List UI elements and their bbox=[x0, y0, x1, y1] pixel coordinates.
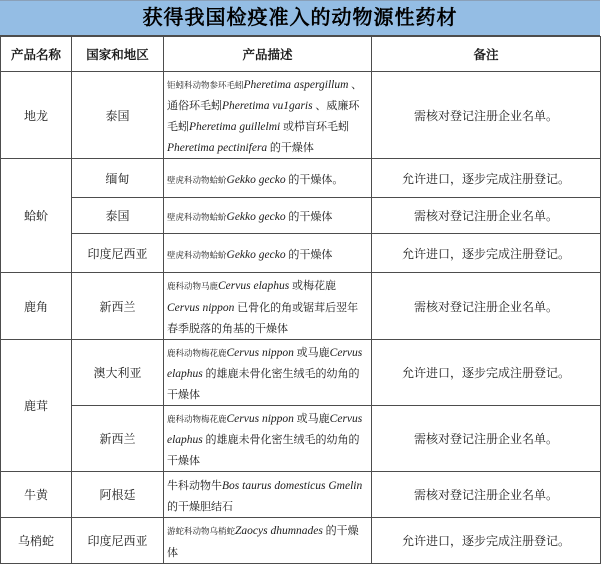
remarks-cell: 需核对登记注册企业名单。 bbox=[372, 406, 601, 472]
description-segment: Cervus nippon bbox=[226, 346, 294, 359]
description-segment: Pheretima vu1garis bbox=[222, 100, 313, 113]
product-description-cell bbox=[164, 198, 372, 234]
remarks-cell: 允许进口，逐步完成注册登记。 bbox=[372, 339, 601, 405]
product-description-cell bbox=[164, 72, 372, 159]
description-segment: 壁虎科动物蛤蚧 bbox=[167, 212, 227, 223]
description-segment: Bos taurus domesticus Gmelin bbox=[222, 479, 363, 492]
remarks-cell: 允许进口，逐步完成注册登记。 bbox=[372, 159, 601, 198]
country-region-cell: 缅甸 bbox=[72, 159, 164, 198]
description-segment: 或马鹿 bbox=[293, 346, 330, 359]
description-segment: Gekko gecko bbox=[226, 211, 286, 224]
description-segment: 的干燥体 bbox=[285, 211, 333, 224]
medicinal-materials-table bbox=[0, 36, 601, 564]
description-segment: Zaocys dhumnades bbox=[235, 525, 323, 538]
product-description-cell bbox=[164, 234, 372, 273]
description-segment: 鹿科动物马鹿 bbox=[167, 281, 219, 292]
remarks-cell: 允许进口，逐步完成注册登记。 bbox=[372, 518, 601, 563]
country-region-cell: 印度尼西亚 bbox=[72, 234, 164, 273]
column-header-country-region: 国家和地区 bbox=[72, 37, 164, 72]
description-segment: Cervus elaphus bbox=[218, 280, 290, 293]
table-row bbox=[1, 198, 601, 234]
description-segment: 牛科动物牛 bbox=[167, 479, 222, 492]
table-row bbox=[1, 472, 601, 518]
table-row bbox=[1, 234, 601, 273]
description-segment: 、威廉环毛蚓 bbox=[167, 100, 360, 134]
description-segment: 或栉盲环毛蚓 bbox=[280, 121, 349, 134]
description-segment: Cervus nippon bbox=[226, 413, 294, 426]
description-segment: Cervus nippon bbox=[167, 301, 235, 314]
header-row bbox=[1, 37, 601, 72]
description-segment: 鹿科动物梅花鹿 bbox=[167, 414, 227, 425]
description-segment: Gekko gecko bbox=[226, 173, 286, 186]
description-segment: 的干燥体 bbox=[285, 248, 333, 261]
description-segment: 的雄鹿未骨化密生绒毛的幼角的干燥体 bbox=[167, 367, 360, 401]
description-segment: 或梅花鹿 bbox=[289, 280, 336, 293]
remarks-cell: 需核对登记注册企业名单。 bbox=[372, 198, 601, 234]
product-name-cell: 乌梢蛇 bbox=[1, 518, 72, 563]
country-region-cell: 阿根廷 bbox=[72, 472, 164, 518]
description-segment: 的干燥体 bbox=[167, 525, 359, 559]
product-name-cell: 蛤蚧 bbox=[1, 159, 72, 273]
column-header-product-name: 产品名称 bbox=[1, 37, 72, 72]
table-row bbox=[1, 406, 601, 472]
description-segment: 、通俗环毛蚓 bbox=[167, 79, 363, 113]
description-segment: 的雄鹿未骨化密生绒毛的幼角的干燥体 bbox=[167, 434, 360, 468]
description-segment: 鹿科动物梅花鹿 bbox=[167, 347, 227, 358]
description-segment: 游蛇科动物乌梢蛇 bbox=[167, 526, 236, 537]
country-region-cell: 印度尼西亚 bbox=[72, 518, 164, 563]
table-row bbox=[1, 339, 601, 405]
table-row bbox=[1, 72, 601, 159]
country-region-cell: 澳大利亚 bbox=[72, 339, 164, 405]
description-segment: Pheretima aspergillum bbox=[243, 79, 349, 91]
table-header bbox=[1, 37, 601, 72]
product-description-cell bbox=[164, 406, 372, 472]
description-segment: 的干燥体 bbox=[267, 142, 314, 155]
description-segment: Gekko gecko bbox=[226, 248, 286, 261]
column-header-product-description: 产品描述 bbox=[164, 37, 372, 72]
description-segment: 的干燥胆结石 bbox=[167, 500, 233, 513]
country-region-cell: 新西兰 bbox=[72, 273, 164, 339]
table-body bbox=[1, 72, 601, 564]
country-region-cell: 新西兰 bbox=[72, 406, 164, 472]
description-segment: Cervus elaphus bbox=[167, 413, 363, 447]
description-segment: Pheretima guillelmi bbox=[189, 121, 281, 134]
country-region-cell: 泰国 bbox=[72, 72, 164, 159]
product-description-cell bbox=[164, 273, 372, 339]
product-name-cell: 鹿茸 bbox=[1, 339, 72, 472]
description-segment: 钜蚓科动物参环毛蚓 bbox=[167, 80, 244, 90]
description-segment: 或马鹿 bbox=[293, 413, 330, 426]
product-name-cell: 牛黄 bbox=[1, 472, 72, 518]
description-segment: 已骨化的角或锯茸后翌年春季脱落的角基的干燥体 bbox=[167, 301, 359, 335]
remarks-cell: 需核对登记注册企业名单。 bbox=[372, 273, 601, 339]
page-title: 获得我国检疫准入的动物源性药材 bbox=[0, 0, 600, 36]
table-row bbox=[1, 518, 601, 563]
country-region-cell: 泰国 bbox=[72, 198, 164, 234]
description-segment: 的干燥体。 bbox=[285, 173, 344, 186]
column-header-remarks: 备注 bbox=[372, 37, 601, 72]
product-description-cell bbox=[164, 159, 372, 198]
description-segment: 壁虎科动物蛤蚧 bbox=[167, 174, 227, 185]
product-description-cell bbox=[164, 339, 372, 405]
remarks-cell: 允许进口，逐步完成注册登记。 bbox=[372, 234, 601, 273]
remarks-cell: 需核对登记注册企业名单。 bbox=[372, 472, 601, 518]
product-name-cell: 鹿角 bbox=[1, 273, 72, 339]
remarks-cell: 需核对登记注册企业名单。 bbox=[372, 72, 601, 159]
table-row bbox=[1, 273, 601, 339]
table-row bbox=[1, 159, 601, 198]
product-name-cell: 地龙 bbox=[1, 72, 72, 159]
description-segment: Pheretima pectinifera bbox=[167, 142, 268, 155]
product-description-cell bbox=[164, 518, 372, 563]
description-segment: 壁虎科动物蛤蚧 bbox=[167, 249, 227, 260]
description-segment: Cervus elaphus bbox=[167, 346, 363, 380]
product-description-cell bbox=[164, 472, 372, 518]
